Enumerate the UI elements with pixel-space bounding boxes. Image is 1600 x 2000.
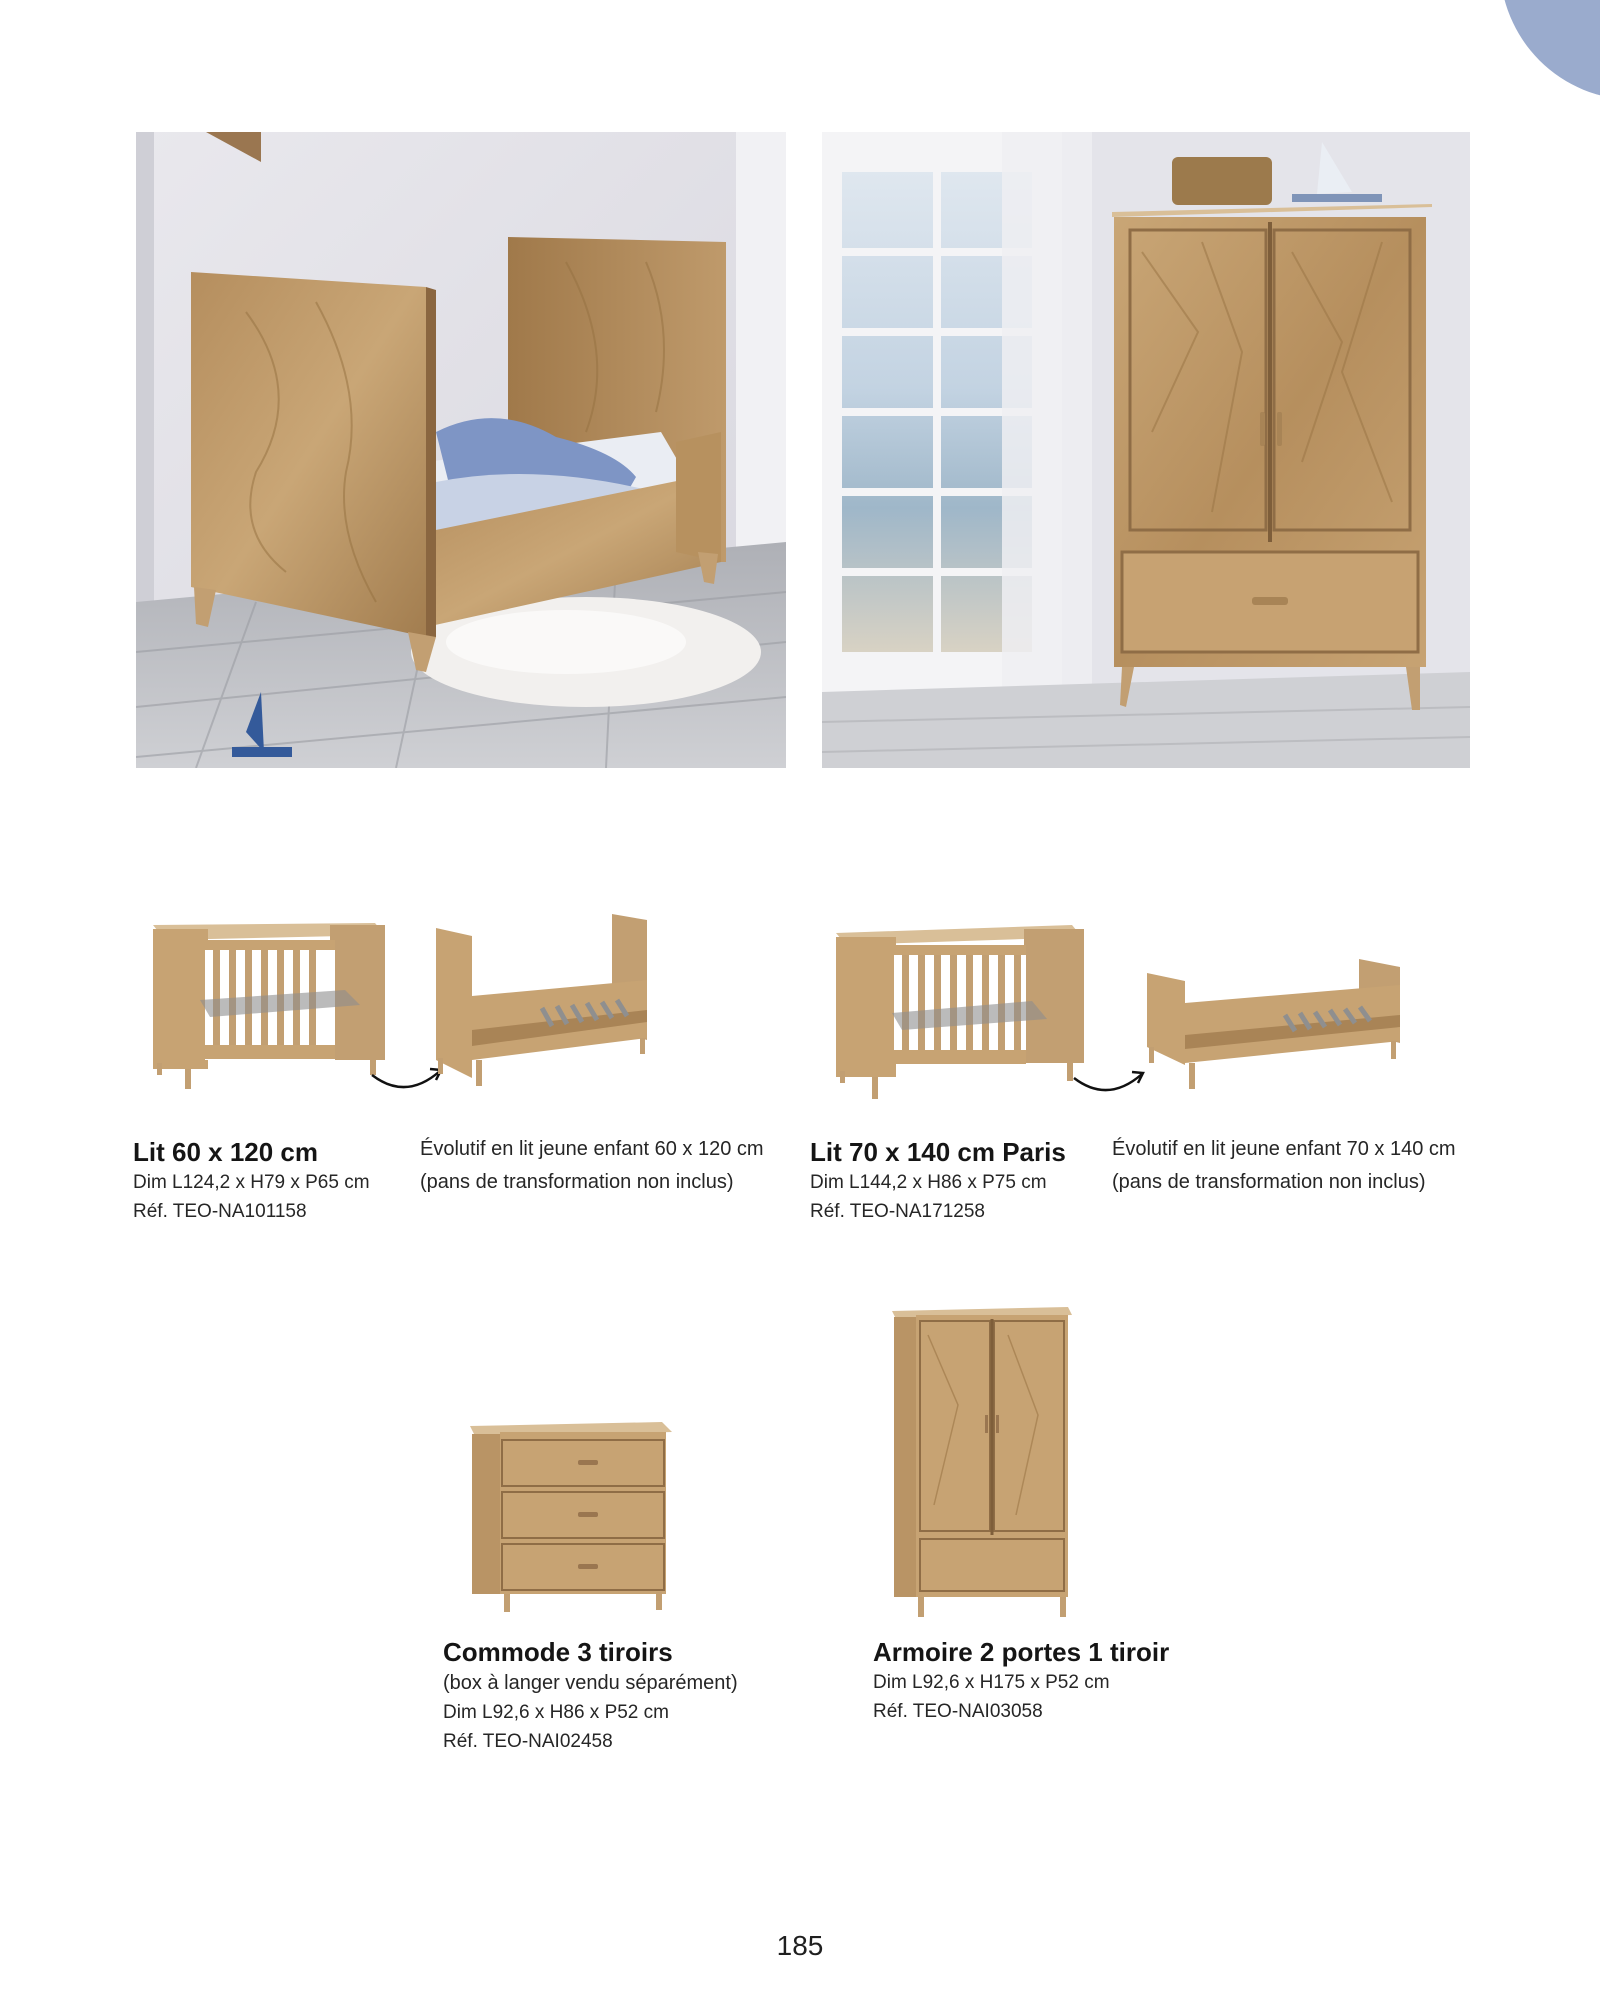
- toddler-bed-60x120-image: [432, 910, 672, 1090]
- bed-room-photo: [136, 132, 786, 768]
- product-title: Commode 3 tiroirs: [443, 1637, 673, 1667]
- toddler-bed-70x140-image: [1145, 955, 1405, 1095]
- product-caption-armoire: [873, 1636, 1169, 1726]
- product-caption-lit-70: [810, 1136, 1066, 1226]
- corner-decoration: [1500, 0, 1600, 100]
- conversion-caption-lit-60: [420, 1133, 764, 1199]
- product-reference: Réf. TEO-NA171258: [810, 1201, 985, 1222]
- page-number: 185: [776, 1930, 824, 1961]
- product-note: (box à langer vendu séparément): [443, 1672, 738, 1694]
- product-reference: Réf. TEO-NAI03058: [873, 1701, 1043, 1722]
- conversion-line: Évolutif en lit jeune enfant 70 x 140 cm: [1112, 1138, 1456, 1160]
- conversion-arrow-icon-2: [1070, 1066, 1150, 1098]
- product-title: Armoire 2 portes 1 tiroir: [873, 1637, 1170, 1667]
- product-reference: Réf. TEO-NAI02458: [443, 1731, 613, 1752]
- dresser-image: [466, 1414, 676, 1614]
- product-dimensions: Dim L92,6 x H86 x P52 cm: [443, 1702, 669, 1723]
- product-reference: Réf. TEO-NA101158: [133, 1201, 307, 1222]
- conversion-line: (pans de transformation non inclus): [1112, 1171, 1426, 1193]
- wardrobe-image: [888, 1305, 1073, 1620]
- product-dimensions: Dim L144,2 x H86 x P75 cm: [810, 1172, 1047, 1193]
- product-caption-commode: [443, 1636, 738, 1756]
- crib-70x140-image: [832, 915, 1092, 1100]
- conversion-line: Évolutif en lit jeune enfant 60 x 120 cm: [420, 1138, 764, 1160]
- wardrobe-room-photo: [822, 132, 1470, 768]
- product-caption-lit-60: [133, 1136, 370, 1226]
- product-title: Lit 70 x 140 cm Paris: [810, 1137, 1066, 1167]
- product-title: Lit 60 x 120 cm: [133, 1137, 318, 1167]
- product-dimensions: Dim L92,6 x H175 x P52 cm: [873, 1672, 1110, 1693]
- product-dimensions: Dim L124,2 x H79 x P65 cm: [133, 1172, 370, 1193]
- conversion-line: (pans de transformation non inclus): [420, 1171, 734, 1193]
- crib-60x120-image: [145, 905, 395, 1090]
- conversion-caption-lit-70: [1112, 1133, 1456, 1199]
